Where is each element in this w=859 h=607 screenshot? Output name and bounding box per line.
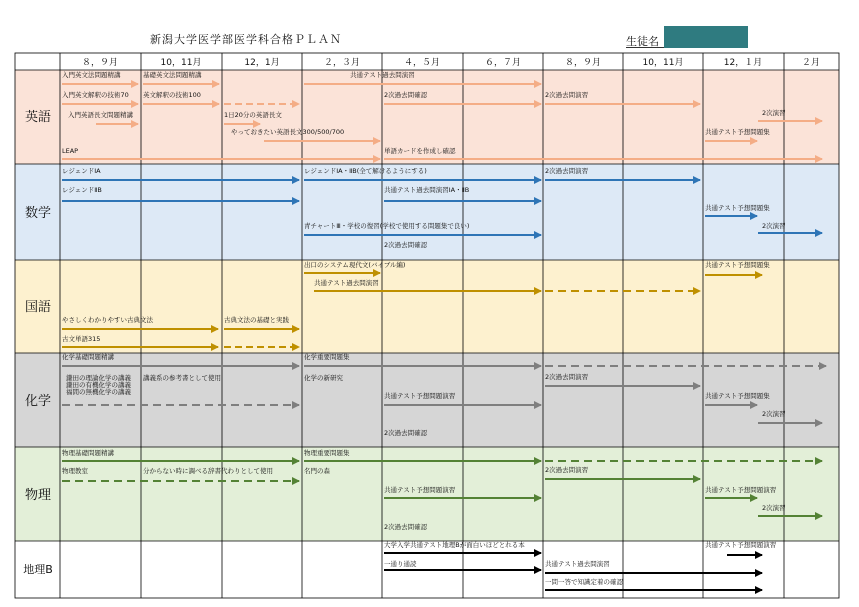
item-label: 入門英文解釈の技術70 bbox=[62, 91, 129, 99]
item-label: 2次演習 bbox=[762, 504, 786, 512]
month-header: ２，３月 bbox=[323, 58, 361, 68]
item-label: レジェンドⅠA bbox=[62, 167, 101, 175]
item-label: 2次過去問確認 bbox=[384, 241, 428, 249]
item-label: 共通テスト予想問題演習 bbox=[384, 392, 456, 400]
item-label: 化学の新研究 bbox=[304, 374, 343, 382]
item-label: 共通テスト過去問演習 bbox=[314, 279, 379, 287]
subject-math: 数学 bbox=[24, 206, 52, 221]
subject-physics: 物理 bbox=[24, 488, 52, 503]
item-label: 2次演習 bbox=[762, 222, 786, 230]
item-label: 福間の無機化学の講義 bbox=[66, 388, 131, 396]
month-header: 10，11月 bbox=[642, 58, 684, 68]
month-header: 12，１月 bbox=[723, 58, 763, 68]
item-label: 古典文法の基礎と実践 bbox=[224, 316, 289, 324]
item-label: やさしくわかりやすい古典文法 bbox=[62, 316, 153, 324]
subject-japanese: 国語 bbox=[24, 300, 52, 315]
item-label: 2次過去問確認 bbox=[384, 523, 428, 531]
item-label: 共通テスト予想問題集 bbox=[705, 392, 770, 400]
item-label: 物理基礎問題精講 bbox=[62, 449, 114, 457]
item-label: 物理重要問題集 bbox=[304, 449, 350, 457]
item-label: 2次演習 bbox=[762, 109, 786, 117]
month-headers bbox=[82, 57, 820, 68]
month-header: 12，1月 bbox=[244, 58, 280, 68]
item-label: 単語カードを作成し確認 bbox=[384, 147, 456, 155]
item-label: 古文単語315 bbox=[62, 335, 101, 343]
month-header: ８，９月 bbox=[81, 58, 119, 68]
item-label: 入門英文法問題精講 bbox=[62, 71, 121, 79]
item-label: 共通テスト予想問題集 bbox=[705, 261, 770, 269]
month-header: ４，５月 bbox=[403, 58, 441, 68]
item-label: 化学基礎問題精講 bbox=[62, 353, 114, 361]
page-title: 新潟大学医学部医学科合格ＰＬＡＮ bbox=[150, 33, 342, 46]
item-label: 物理教室 bbox=[62, 467, 88, 475]
subject-geography: 地理B bbox=[23, 563, 53, 576]
item-label: 共通テスト予想問題演習 bbox=[384, 486, 456, 494]
student-name-label: 生徒名 bbox=[626, 35, 659, 48]
item-label: 2次過去問確認 bbox=[384, 429, 428, 437]
item-label: 2次過去問演習 bbox=[545, 167, 589, 175]
item-label: 出口のシステム現代文(バイブル編) bbox=[304, 261, 406, 269]
item-label: 化学重要問題集 bbox=[304, 353, 350, 361]
item-label: 共通テスト予想問題集 bbox=[705, 128, 770, 136]
item-label: 1日20分の英語長文 bbox=[224, 111, 282, 119]
subject-chemistry: 化学 bbox=[24, 394, 52, 409]
item-label: 鎌田の理論化学の講義 bbox=[66, 374, 131, 382]
month-header: ６，７月 bbox=[484, 58, 522, 68]
month-header: ２月 bbox=[801, 58, 821, 68]
month-header: ８，９月 bbox=[564, 58, 602, 68]
month-header: 10，11月 bbox=[160, 58, 202, 68]
item-label: 共通テスト過去問演習 bbox=[350, 71, 415, 79]
item-label: 一問一答で知識定着の確認 bbox=[545, 578, 623, 586]
item-label: 共通テスト予想問題演習 bbox=[705, 486, 777, 494]
item-label: やっておきたい英語長文300/500/700 bbox=[231, 128, 345, 136]
item-label: 基礎英文法問題精講 bbox=[143, 71, 202, 79]
item-label: 大学入学共通テスト地理Bが面白いほどとれる本 bbox=[384, 541, 525, 549]
subject-english: 英語 bbox=[24, 110, 52, 125]
item-label: レジェンドⅠA・ⅡB(全て解けるようにする) bbox=[304, 167, 427, 175]
item-label: 青チャートⅢ・学校の復習(学校で使用する問題集で良い) bbox=[304, 222, 470, 230]
item-label: 2次過去問演習 bbox=[545, 91, 589, 99]
item-label: 一通り通読 bbox=[384, 560, 417, 568]
item-label: 2次過去問演習 bbox=[545, 373, 589, 381]
item-label: 分からない時に調べる辞書代わりとして使用 bbox=[143, 467, 273, 475]
item-label: 共通テスト過去問演習 bbox=[545, 560, 610, 568]
item-label: 共通テスト予想問題集 bbox=[705, 204, 770, 212]
item-label: LEAP bbox=[62, 147, 79, 155]
item-label: 講義系の参考書として使用 bbox=[143, 374, 221, 382]
item-label: 2次過去問確認 bbox=[384, 91, 428, 99]
item-label: 鎌田の有機化学の講義 bbox=[66, 381, 131, 389]
item-label: 共通テスト過去問演習ⅠA・ⅡB bbox=[384, 186, 470, 194]
row-bg-japanese bbox=[15, 260, 839, 353]
item-label: 名門の森 bbox=[304, 467, 330, 475]
item-label: レジェンドⅡB bbox=[62, 186, 102, 194]
item-label: 2次過去問演習 bbox=[545, 466, 589, 474]
item-label: 入門英語長文問題精講 bbox=[68, 111, 133, 119]
item-label: 英文解釈の技術100 bbox=[143, 91, 201, 99]
item-label: 共通テスト予想問題演習 bbox=[705, 541, 777, 549]
item-label: 2次演習 bbox=[762, 410, 786, 418]
